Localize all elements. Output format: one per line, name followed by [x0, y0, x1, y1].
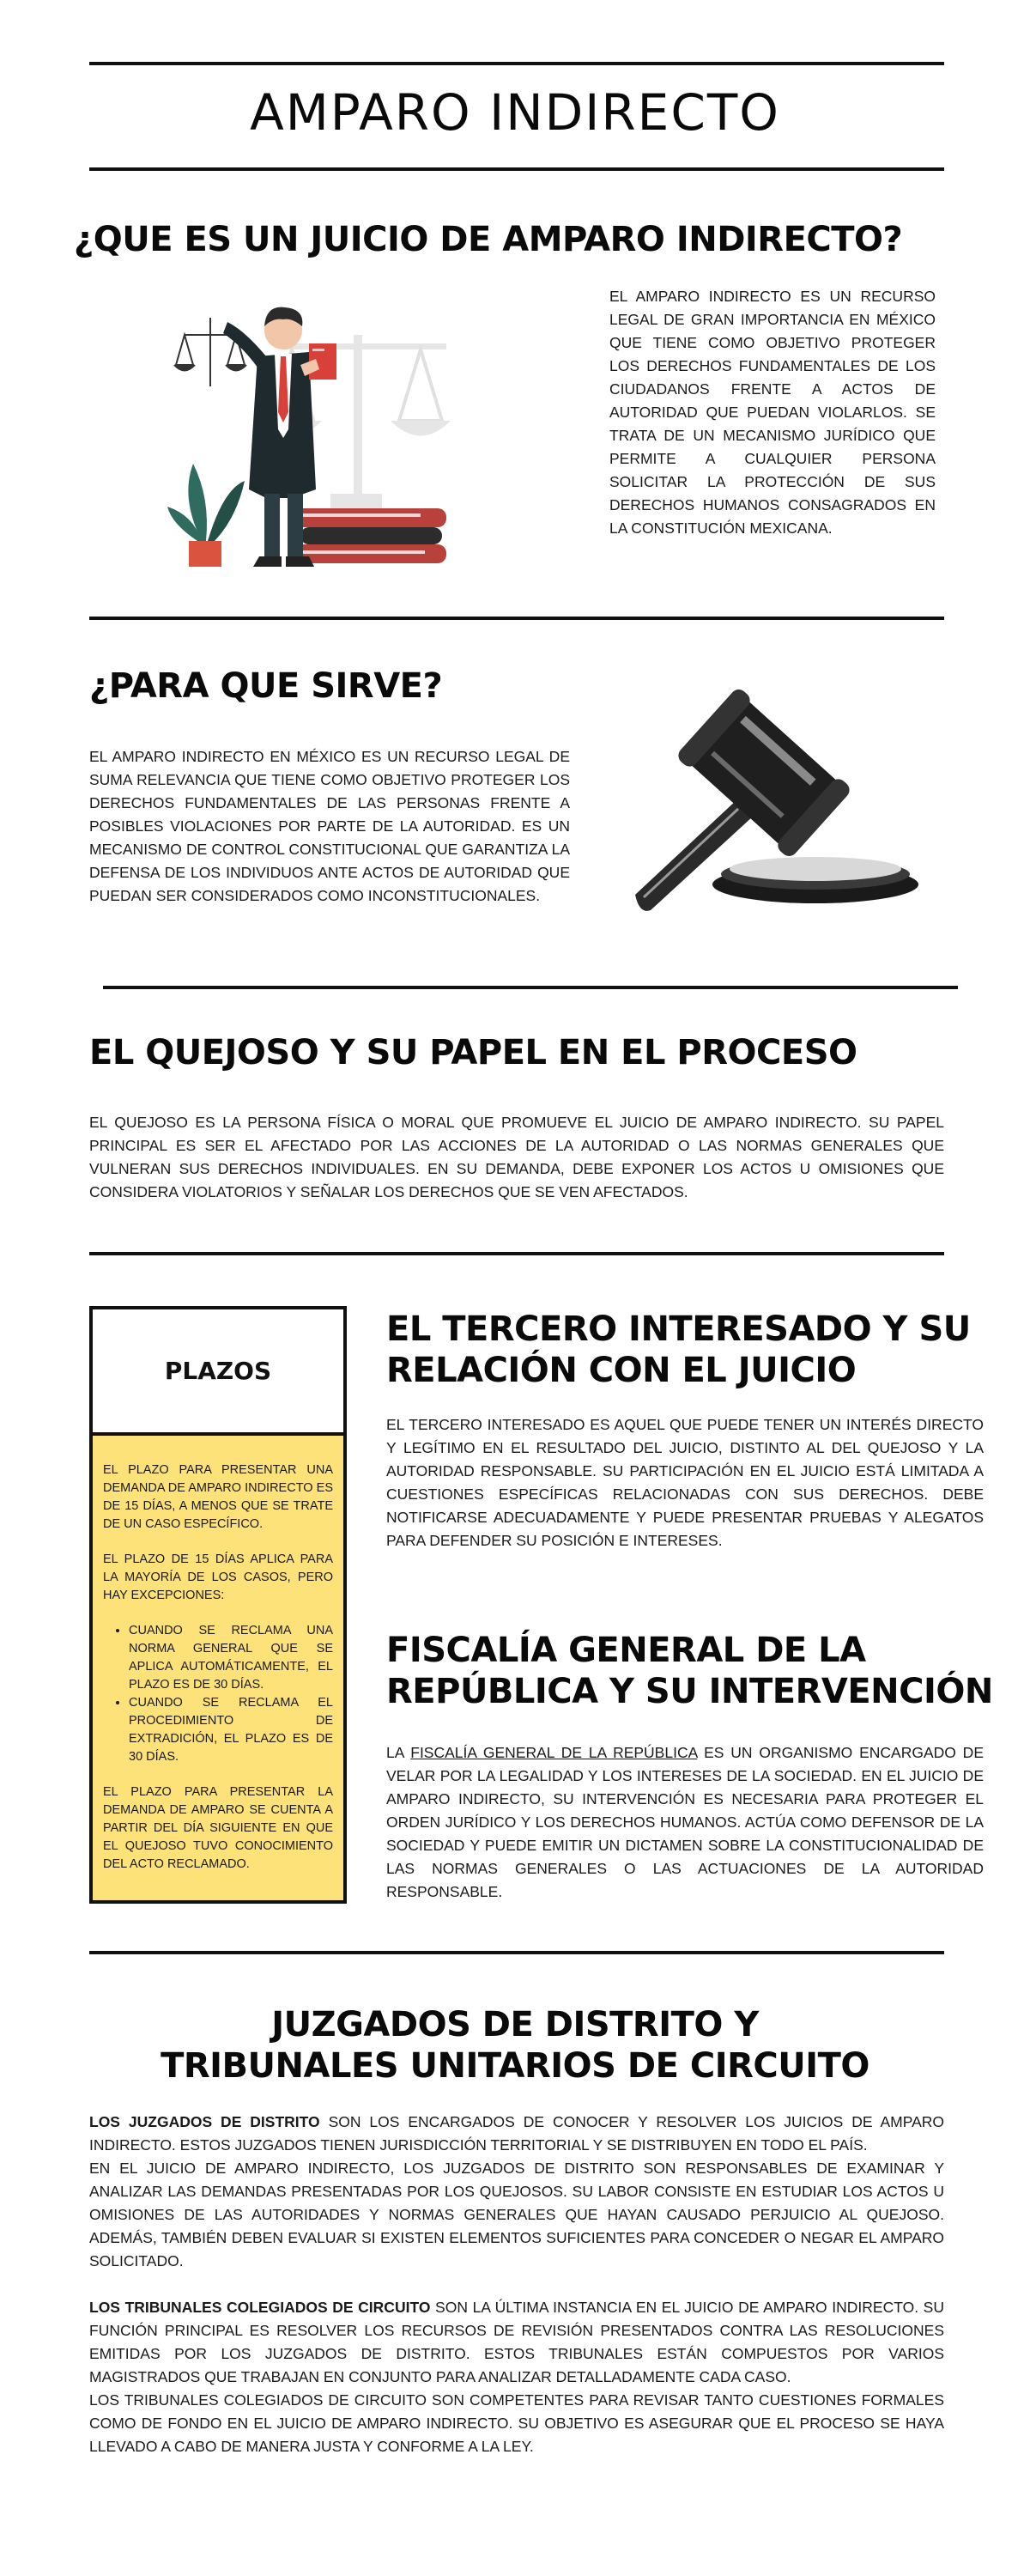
section-text-que-es: [609, 285, 936, 540]
section-heading-tercero: EL TERCERO INTERESADO Y SU RELACIÓN CON EL JUICIO: [386, 1309, 971, 1390]
divider-2: [103, 986, 958, 989]
plazos-exception-item: • CUANDO SE RECLAMA EL PROCEDIMIENTO DE EXTRADICIÓN, EL PLAZO ES DE 30 DÍAS.: [129, 1694, 333, 1766]
section-text-quejoso: [89, 1111, 944, 1204]
juzgados-paragraph-2: EN EL JUICIO DE AMPARO INDIRECTO, LOS JUZGADOS DE DISTRITO SON RESPONSABLES DE EXAMINAR Y ANALIZAR LAS DEMANDAS PRESENTADAS POR LOS QUEJOSOS. SU LABOR CONSISTE EN ESTUDIAR LOS ACTOS U OMISIONES DE LAS AUTORIDADES Y NORMAS GENERALES QUE HAYAN CAUSADO PERJUICIO AL QUEJOSO. ADEMÁS, TAMBIÉN DEBEN EVALUAR SI EXISTEN ELEMENTOS SUFICIENTES PARA CONCEDER O NEGAR EL AMPARO SOLICITADO.: [89, 2160, 944, 2269]
plazos-paragraph-2: EL PLAZO DE 15 DÍAS APLICA PARA LA MAYORÍA DE LOS CASOS, PERO HAY EXCEPCIONES:: [103, 1552, 333, 1602]
fiscalia-rest: ES UN ORGANISMO ENCARGADO DE VELAR POR LA LEGALIDAD Y LOS INTERESES DE LA SOCIEDAD. EN EL JUICIO DE AMPARO INDIRECTO, SU INTERVENCIÓN ES NECESARIA PARA PROTEGER EL ORDEN JURÍDICO Y LOS DERECHOS HUMANOS. ACTÚA COMO DEFENSOR DE LA SOCIEDAD Y PUEDE EMITIR UN DICTAMEN SOBRE LA CONSTITUCIONALIDAD DE LAS NORMAS GENERALES O LAS ACTUACIONES DE LA AUTORIDAD RESPONSABLE.: [386, 1744, 984, 1900]
juzgados-paragraph-1: [89, 2111, 944, 2157]
divider-1: [89, 617, 944, 620]
books-icon: [288, 508, 446, 563]
tribunales-bold: LOS TRIBUNALES COLEGIADOS DE CIRCUITO: [89, 2299, 431, 2316]
section-text-juzgados: [89, 2111, 944, 2458]
text-para-que: EL AMPARO INDIRECTO EN MÉXICO ES UN RECURSO LEGAL DE SUMA RELEVANCIA QUE TIENE COMO OBJETIVO PROTEGER LOS DERECHOS FUNDAMENTALES DE LAS PERSONAS FRENTE A POSIBLES VIOLACIONES POR PARTE DE LA AUTORIDAD. ES UN MECANISMO DE CONTROL CONSTITUCIONAL QUE GARANTIZA LA DEFENSA DE LOS INDIVIDUOS ANTE ACTOS DE AUTORIDAD QUE PUEDAN SER CONSIDERADOS COMO INCONSTITUCIONALES.: [89, 748, 570, 904]
fiscalia-prefix: LA: [386, 1744, 411, 1761]
tribunales-paragraph-2: LOS TRIBUNALES COLEGIADOS DE CIRCUITO SON COMPETENTES PARA REVISAR TANTO CUESTIONES FORMALES COMO DE FONDO EN EL JUICIO DE AMPARO INDIRECTO. SU OBJETIVO ES ASEGURAR QUE EL PROCESO SE HAYA LLEVADO A CABO DE MANERA JUSTA Y CONFORME A LA LEY.: [89, 2391, 944, 2455]
section-heading-que-es: ¿QUE ES UN JUICIO DE AMPARO INDIRECTO?: [74, 220, 903, 259]
page-title: AMPARO INDIRECTO: [250, 83, 780, 142]
top-rule: [89, 62, 944, 65]
plant-icon: [167, 464, 245, 567]
fiscalia-link[interactable]: FISCALÍA GENERAL DE LA REPÚBLICA: [410, 1744, 698, 1761]
lawyer-illustration: [163, 283, 472, 575]
divider-4: [89, 1951, 944, 1954]
section-heading-para-que: ¿PARA QUE SIRVE?: [89, 666, 443, 706]
juzgados-rest: SON LOS ENCARGADOS DE CONOCER Y RESOLVER LOS JUICIOS DE AMPARO INDIRECTO. ESTOS JUZGADOS TIENEN JURISDICCIÓN TERRITORIAL Y SE DISTRIBUYEN EN TODO EL PAÍS.: [89, 2113, 945, 2154]
plazos-paragraph-3: EL PLAZO PARA PRESENTAR LA DEMANDA DE AMPARO SE CUENTA A PARTIR DEL DÍA SIGUIENTE EN QUE EL QUEJOSO TUVO CONOCIMIENTO DEL ACTO RECLAMADO.: [103, 1785, 333, 1871]
plazos-card: [89, 1306, 347, 1904]
juzgados-bold: LOS JUZGADOS DE DISTRITO: [89, 2113, 320, 2130]
section-text-para-que: [89, 745, 570, 908]
plazos-heading: PLAZOS: [93, 1309, 343, 1436]
section-heading-juzgados: JUZGADOS DE DISTRITO Y TRIBUNALES UNITARIOS DE CIRCUITO: [161, 2005, 869, 2086]
section-text-fiscalia: [386, 1741, 984, 1904]
gavel-icon: [609, 670, 918, 936]
section-heading-fiscalia: FISCALÍA GENERAL DE LA REPÚBLICA Y SU INTERVENCIÓN: [386, 1631, 993, 1711]
tribunales-paragraph-1: [89, 2296, 944, 2389]
text-quejoso: EL QUEJOSO ES LA PERSONA FÍSICA O MORAL QUE PROMUEVE EL JUICIO DE AMPARO INDIRECTO. SU PAPEL PRINCIPAL ES SER EL AFECTADO POR LAS ACCIONES DE LA AUTORIDAD O LAS NORMAS GENERALES QUE VULNERAN SUS DERECHOS INDIVIDUALES. EN SU DEMANDA, DEBE EXPONER LOS ACTOS U OMISIONES QUE CONSIDERA VIOLATORIOS Y SEÑALAR LOS DERECHOS QUE SE VEN AFECTADOS.: [89, 1114, 944, 1200]
title-bottom-rule: [89, 167, 944, 171]
text-que-es: EL AMPARO INDIRECTO ES UN RECURSO LEGAL DE GRAN IMPORTANCIA EN MÉXICO QUE TIENE COMO OBJETIVO PROTEGER LOS DERECHOS FUNDAMENTALES DE LOS CIUDADANOS FRENTE A ACTOS DE AUTORIDAD QUE PUEDAN VIOLARLOS. SE TRATA DE UN MECANISMO JURÍDICO QUE PERMITE A CUALQUIER PERSONA SOLICITAR LA PROTECCIÓN DE SUS DERECHOS HUMANOS CONSAGRADOS EN LA CONSTITUCIÓN MEXICANA.: [609, 288, 936, 537]
section-text-tercero: [386, 1413, 984, 1552]
tribunales-rest: SON LA ÚLTIMA INSTANCIA EN EL JUICIO DE AMPARO INDIRECTO. SU FUNCIÓN PRINCIPAL ES RESOLVER LOS RECURSOS DE REVISIÓN PRESENTADOS CONTRA LAS RESOLUCIONES EMITIDAS POR LOS JUZGADOS DE DISTRITO. ESTOS TRIBUNALES ESTÁN COMPUESTOS POR VARIOS MAGISTRADOS QUE TRABAJAN EN CONJUNTO PARA ANALIZAR DETALLADAMENTE CADA CASO.: [89, 2299, 944, 2385]
plazos-paragraph-1: EL PLAZO PARA PRESENTAR UNA DEMANDA DE AMPARO INDIRECTO ES DE 15 DÍAS, A MENOS QUE SE TRATE DE UN CASO ESPECÍFICO.: [103, 1463, 333, 1531]
section-heading-quejoso: EL QUEJOSO Y SU PAPEL EN EL PROCESO: [89, 1033, 857, 1072]
spacer: [89, 2273, 944, 2296]
plazos-content: [93, 1436, 343, 1900]
text-tercero: EL TERCERO INTERESADO ES AQUEL QUE PUEDE TENER UN INTERÉS DIRECTO Y LEGÍTIMO EN EL RESULTADO DEL JUICIO, DISTINTO AL DEL QUEJOSO Y LA AUTORIDAD RESPONSABLE. SU PARTICIPACIÓN EN EL JUICIO ESTÁ LIMITADA A CUESTIONES ESPECÍFICAS RELACIONADAS CON SUS DERECHOS. DEBE NOTIFICARSE ADECUADAMENTE Y PUEDE PRESENTAR PRUEBAS Y ALEGATOS PARA DEFENDER SU POSICIÓN E INTERESES.: [386, 1416, 984, 1549]
divider-3: [89, 1252, 944, 1255]
plazos-exception-item: • CUANDO SE RECLAMA UNA NORMA GENERAL QUE SE APLICA AUTOMÁTICAMENTE, EL PLAZO ES DE 30 DÍAS.: [129, 1622, 333, 1694]
plazos-exceptions-list: [103, 1622, 333, 1766]
text-fiscalia: [386, 1741, 984, 1904]
